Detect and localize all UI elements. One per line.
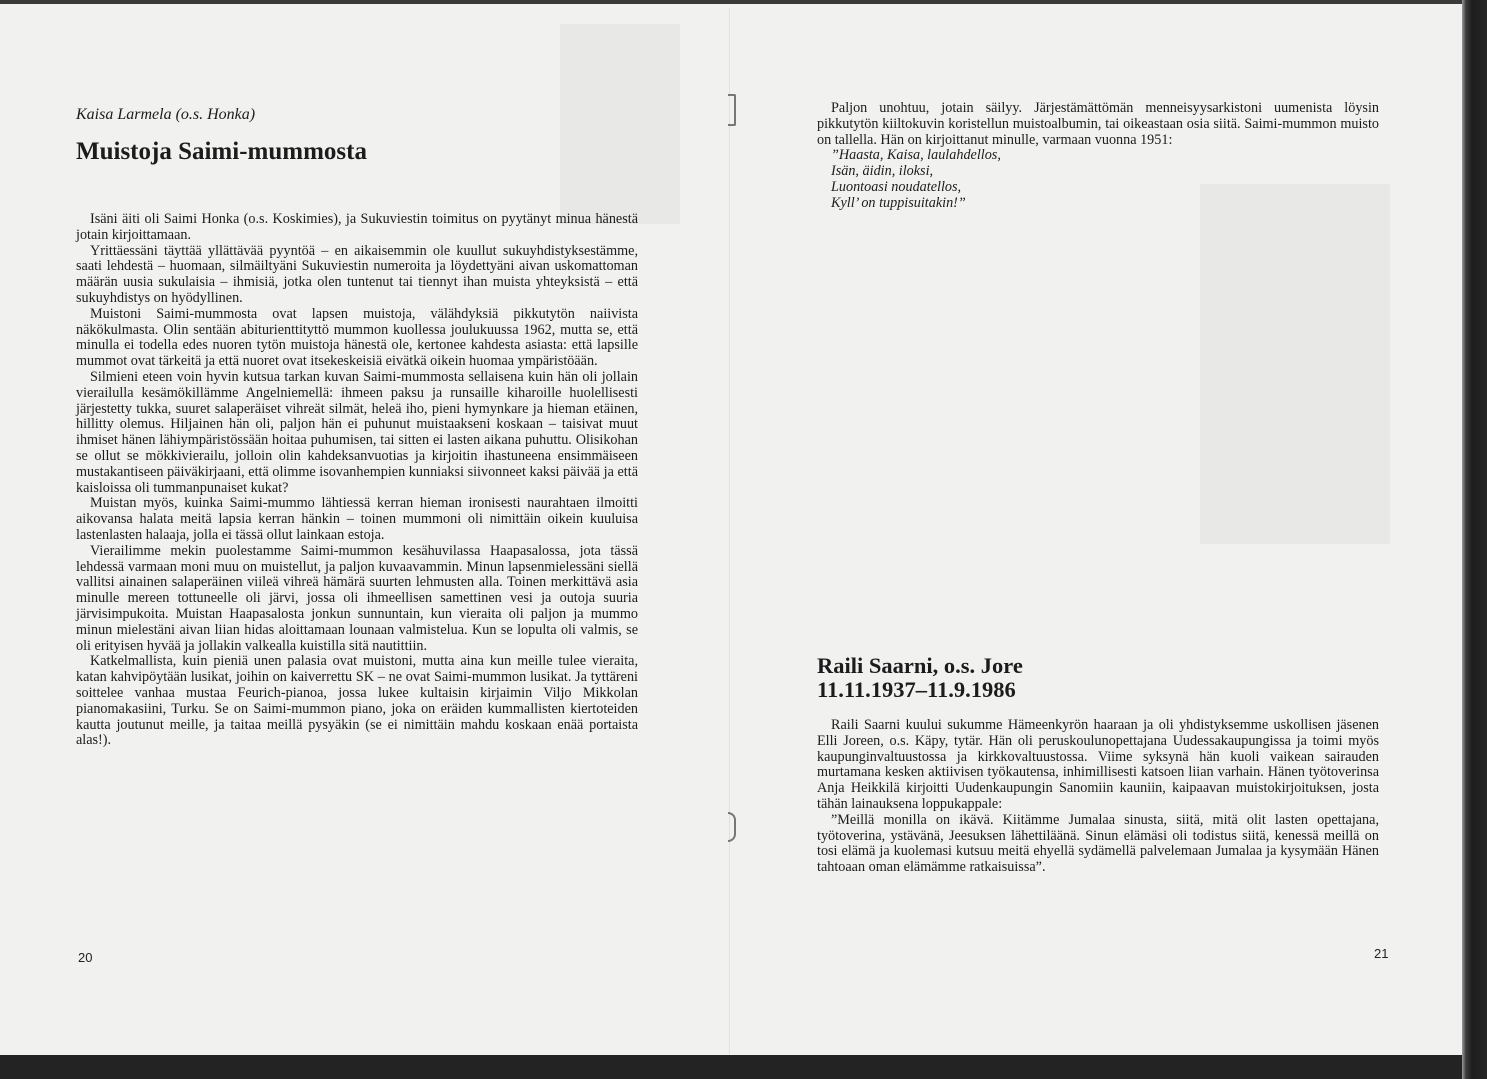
poem bbox=[817, 148, 1379, 211]
paragraph: Paljon unohtuu, jotain säilyy. Järjestämättömän menneisyysarkistoni uumenista löysin pikkutytön kiiltokuvin koristellun muistoalbumin, tai oikeastaan osia siitä. Saimi-mummon muisto on tallella. Hän on kirjoittanut minulle, varmaan vuonna 1951: bbox=[817, 100, 1379, 148]
booklet-spread bbox=[0, 4, 1462, 1055]
paragraph: Raili Saarni kuului sukumme Hämeenkyrön haaraan ja oli yhdistyksemme uskollisen jäsenen Elli Joreen, o.s. Käpy, tytär. Hän oli peruskoulunopettajana Uudessakaupungissa ja toimi myös kaupunginvaltuustossa ja kirkkovaltuustossa. Viime syksynä hän kuoli vaikean sairauden murtamana kesken aktiivisen työkautensa, inhimillisesti katsoen liian varhain. Hänen työtoverinsa Anja Heikkilä kirjoitti Uudenkaupungin Sanomiin kauniin, kaipaavan muistokirjoituksen, josta tähän lainauksena loppukappale: bbox=[817, 717, 1379, 812]
paragraph: Muistan myös, kuinka Saimi-mummo lähtiessä kerran hieman ironisesti naurahtaen ilmoitti aikovansa halata meitä lapsia kerran hänkin – toinen mummoni oli nimittäin oikein kuuluisa lastenlasten halaaja, jolla ei tässä ollut lainkaan estoja. bbox=[76, 495, 638, 543]
staple-top bbox=[728, 94, 736, 126]
obituary-dates: 11.11.1937–11.9.1986 bbox=[817, 677, 1016, 702]
paragraph: ”Meillä monilla on ikävä. Kiitämme Jumalaa sinusta, siitä, mitä olit lasten opettajana, työtoverina, ystävänä, Jeesuksen lähettiläänä. Sinun elämäsi oli todistus siitä, kenessä meillä on tosi elämä ja kuolemasi kutsuu meitä ehyellä sydämellä palvelemaan Jumalaa ja kysymään Hänen tahtoaan oman elämämme ratkaisuissa”. bbox=[817, 811, 1379, 876]
scan-right-edge bbox=[1462, 0, 1487, 1079]
poem-line: Kyll’ on tuppisuitakin!” bbox=[831, 194, 966, 211]
staple-bottom bbox=[728, 812, 736, 842]
paragraph: Yrittäessäni täyttää yllättävää pyyntöä – en aikaisemmin ole kuullut sukuyhdistyksestämme, saati lehdestä – huomaan, silmäiltyäni Sukuviestin numeroita ja löydettyäni aivan uskomattoman määrän uusia sukulaisia – ihmisiä, jotka olen tuntenut tai tiennyt ihan muista yhteyksistä – että sukuyhdistys on hyödyllinen. bbox=[76, 242, 638, 306]
article-body bbox=[76, 212, 638, 749]
poem-line: Luontoasi noudatellos, bbox=[831, 178, 962, 195]
show-through-photo bbox=[1200, 184, 1390, 544]
paragraph: Isäni äiti oli Saimi Honka (o.s. Koskimies), ja Sukuviestin toimitus on pyytänyt minua hänestä jotain kirjoittamaan. bbox=[76, 211, 638, 243]
page-number-right: 21 bbox=[1374, 946, 1389, 961]
show-through-shadow bbox=[560, 24, 680, 224]
paragraph: Katkelmallista, kuin pieniä unen palasia ovat muistoni, mutta aina kun meille tulee vieraita, katan kahvipöytään lusikat, joihin on kaiverrettu SK – ne ovat Saimi-mummon lusikat. Ja tyttäreni soittelee vanhaa mustaa Feurich-pianoa, jossa lukee kultaisin kirjaimin Viljo Mikkolan pianomakasiini, Turku. Se on Saimi-mummon piano, joka on eräiden kummallisten kiertoteiden kautta joutunut meille, ja taitaa meillä pysyäkin (se ei nimittäin mahdu koskaan enää portaista alas!). bbox=[76, 653, 638, 749]
obituary-name: Raili Saarni, o.s. Jore bbox=[817, 653, 1023, 678]
paragraph: Muistoni Saimi-mummosta ovat lapsen muistoja, välähdyksiä pikkutytön naiivista näkökulmasta. Olin sentään abiturienttityttö mummon kuollessa joulukuussa 1962, mutta se, että minulla ei todella edes nuoren tytön muistoja hänestä ole, kertonee kahdesta asiasta: että lapsille mummot ovat tärkeitä ja että nuoret ovat itsekeskeisiä eivätkä oikein huomaa ympäristöään. bbox=[76, 305, 638, 370]
poem-line: Isän, äidin, iloksi, bbox=[831, 163, 934, 180]
booklet-spine bbox=[729, 8, 731, 1059]
article-title: Muistoja Saimi-mummosta bbox=[76, 138, 367, 165]
article-continuation bbox=[817, 101, 1379, 212]
paragraph: Vierailimme mekin puolestamme Saimi-mummon kesähuvilassa Haapasalossa, jota tässä lehdessä varmaan moni muu on muistellut, ja paljon kuvaavammin. Minun lapsenmielessäni siellä vallitsi ainainen salaperäinen viileä vihreä hämärä suurten lehmusten alla. Toinen merkittävä asia minulle mereen tottuneelle oli järvi, jossa oli ihmeellisen samettinen vesi ja outoja suuria järvisimpukoita. Muistan Haapasalosta jonkun sunnuntain, kun vieraita oli paljon ja mummo minun mielestäni aivan liian hidas aloittamaan lounaan valmistelua. Kun se lopulta oli valmis, se oli erityisen hyvää ja jollakin valkealla kuistilla sitä nautittiin. bbox=[76, 542, 638, 654]
poem-line: ”Haasta, Kaisa, laulahdellos, bbox=[831, 147, 1001, 164]
article-author: Kaisa Larmela (o.s. Honka) bbox=[76, 106, 256, 123]
page-number-left: 20 bbox=[78, 950, 93, 965]
paragraph: Silmieni eteen voin hyvin kutsua tarkan kuvan Saimi-mummosta sellaisena kuin hän oli jollain vierailulla kesämökillämme Angelniemellä: ihmeen paksu ja runsaille kiharoille huolellisesti järjestetty tukka, suuret salaperäiset vihreät silmät, heleä iho, pieni hymynkare ja hieman etäinen, hillitty olemus. Hiljainen hän oli, paljon hän ei puhunut muistaakseni koskaan – taisivat muut ihmiset hänen lähiympäristössään hoitaa puhumisen, tai sitten ei lasten aikana puhuttu. Olisikohan se ollut se mökkivierailu, jolloin olin kahdeksanvuotias ja kirjoitin ihastuneena ensimmäiseen mustakantiseen päiväkirjaani, että olimme isovanhempien kunniaksi siivonneet kaksi päivää ja että kaisloissa oli tummanpunaiset kukat? bbox=[76, 368, 638, 496]
obituary-title bbox=[817, 654, 1023, 702]
obituary-body bbox=[817, 718, 1379, 876]
scan-bottom-edge bbox=[0, 1055, 1487, 1079]
